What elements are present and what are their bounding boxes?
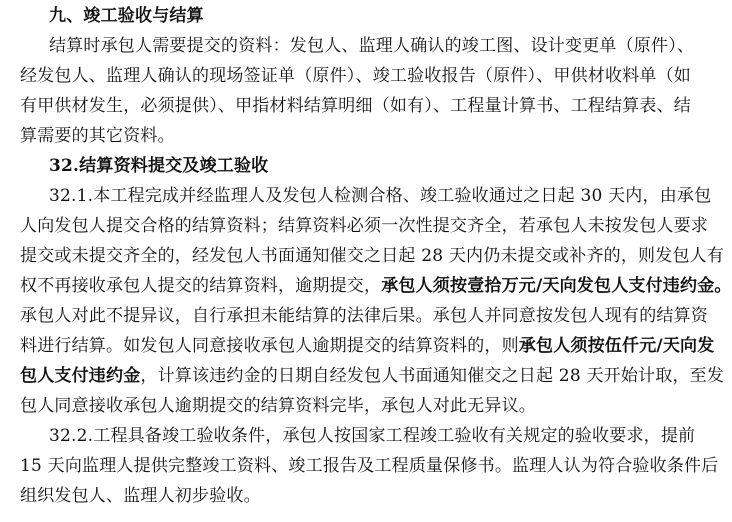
clause-32-1-line [20, 366, 724, 386]
clause-text: 。 [714, 276, 732, 296]
clause-text: 权不再接收承包人提交的结算资料，逾期提交， [20, 276, 382, 296]
clause-32-1-line: 提交或未提交齐全的，经发包人书面通知催交之日起 28 天内仍未提交或补齐的，则发包人有 [20, 246, 725, 266]
penalty-clause-bold: 承包人须按壹拾万元/天向发包人支付违约金 [381, 276, 715, 296]
clause-32-2-line: 组织发包人、监理人初步验收。 [20, 486, 261, 506]
penalty-clause-bold: 包人支付违约金 [20, 366, 141, 386]
paragraph-line: 有甲供材发生，必须提供）、甲指材料结算明细（如有）、工程量计算书、工程结算表、结 [20, 96, 691, 116]
clause-32-1-line [20, 336, 714, 356]
paragraph-line: 结算时承包人需要提交的资料：发包人、监理人确认的竣工图、设计变更单（原件）、 [49, 36, 695, 56]
section-heading: 九、竣工验收与结算 [49, 6, 204, 26]
clause-32-1-line: 32.1.本工程完成并经监理人及发包人检测合格、竣工验收通过之日起 30 天内，由承包 [49, 186, 712, 206]
clause-32-2-line: 15 天向监理人提供完整竣工资料、竣工报告及工程质量保修书。监理人认为符合验收条件后 [20, 456, 719, 476]
paragraph-line: 经发包人、监理人确认的现场签证单（原件）、竣工验收报告（原件）、甲供材收料单（如 [20, 66, 691, 86]
clause-text: ，计算该违约金的日期自经发包人书面通知催交之日起 28 天开始计取，至发 [140, 366, 725, 386]
clause-32-1-line: 包人同意接收承包人逾期提交的结算资料完毕，承包人对此无异议。 [20, 396, 536, 416]
clause-32-2-line: 32.2.工程具备竣工验收条件，承包人按国家工程竣工验收有关规定的验收要求，提前 [49, 426, 696, 446]
clause-32-1-line: 承包人对此不提异议，自行承担未能结算的法律后果。承包人并同意按发包人现有的结算资 [20, 306, 708, 326]
clause-text: 料进行结算。如发包人同意接收承包人逾期提交的结算资料的，则 [20, 336, 519, 356]
subsection-heading: 32.结算资料提交及竣工验收 [49, 156, 269, 176]
clause-32-1-line [20, 276, 732, 296]
paragraph-line: 算需要的其它资料。 [20, 126, 175, 146]
clause-32-1-line: 人向发包人提交合格的结算资料；结算资料必须一次性提交齐全，若承包人未按发包人要求 [20, 216, 708, 236]
penalty-clause-bold: 承包人须按伍仟元/天向发 [518, 336, 715, 356]
